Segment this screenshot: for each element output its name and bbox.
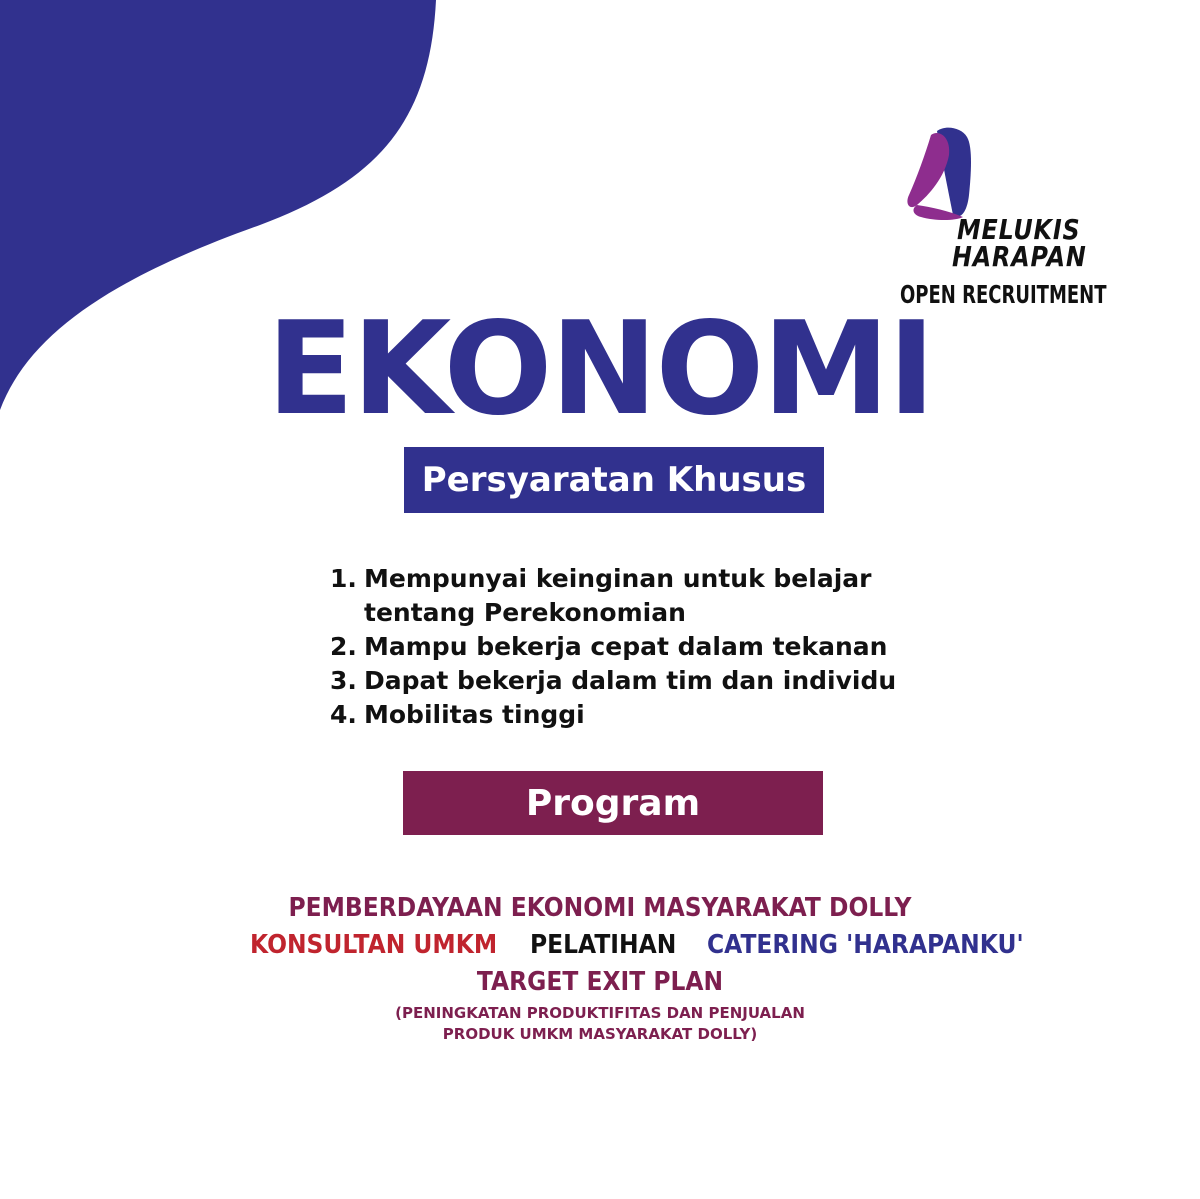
program-main-text: PEMBERDAYAAN EKONOMI MASYARAKAT DOLLY — [288, 893, 912, 923]
list-item — [330, 562, 950, 630]
program-note-line2: PRODUK UMKM MASYARAKAT DOLLY) — [442, 1025, 758, 1043]
requirements-list — [330, 562, 950, 732]
background-wave-shape — [0, 0, 440, 560]
logo-text-melukis: MELUKIS — [957, 213, 1081, 246]
program-note-line1: (PENINGKATAN PRODUKTIFITAS DAN PENJUALAN — [395, 1004, 805, 1022]
page-title: EKONOMI — [266, 295, 934, 444]
list-item-number: 4. — [330, 700, 357, 729]
program-pelatihan: PELATIHAN — [530, 930, 677, 960]
list-item-text: Mampu bekerja cepat dalam tekanan — [364, 632, 888, 661]
program-items-row — [0, 930, 1200, 962]
list-item — [330, 664, 950, 698]
program-konsultan-umkm: KONSULTAN UMKM — [250, 930, 498, 960]
list-item-number: 3. — [330, 666, 357, 695]
list-item-number: 2. — [330, 632, 357, 661]
logo-mark-icon — [905, 125, 985, 225]
melukis-harapan-logo — [895, 125, 1107, 315]
list-item-number: 1. — [330, 564, 357, 593]
program-heading-banner — [403, 771, 823, 835]
requirements-heading: Persyaratan Khusus — [421, 460, 807, 500]
list-item-text: Dapat bekerja dalam tim dan individu — [364, 666, 897, 695]
requirements-heading-banner — [404, 447, 824, 513]
program-target-exit-plan: TARGET EXIT PLAN — [476, 967, 724, 997]
list-item — [330, 630, 950, 664]
logo-text-harapan: HARAPAN — [952, 240, 1087, 273]
list-item-text: Mempunyai keinginan untuk belajar tentang Perekonomian — [364, 564, 872, 627]
program-heading: Program — [525, 782, 701, 824]
program-catering: CATERING 'HARAPANKU' — [707, 930, 1024, 960]
list-item-text: Mobilitas tinggi — [364, 700, 585, 729]
logo-text-open-recruitment: OPEN RECRUITMENT — [900, 280, 1107, 309]
list-item — [330, 698, 950, 732]
